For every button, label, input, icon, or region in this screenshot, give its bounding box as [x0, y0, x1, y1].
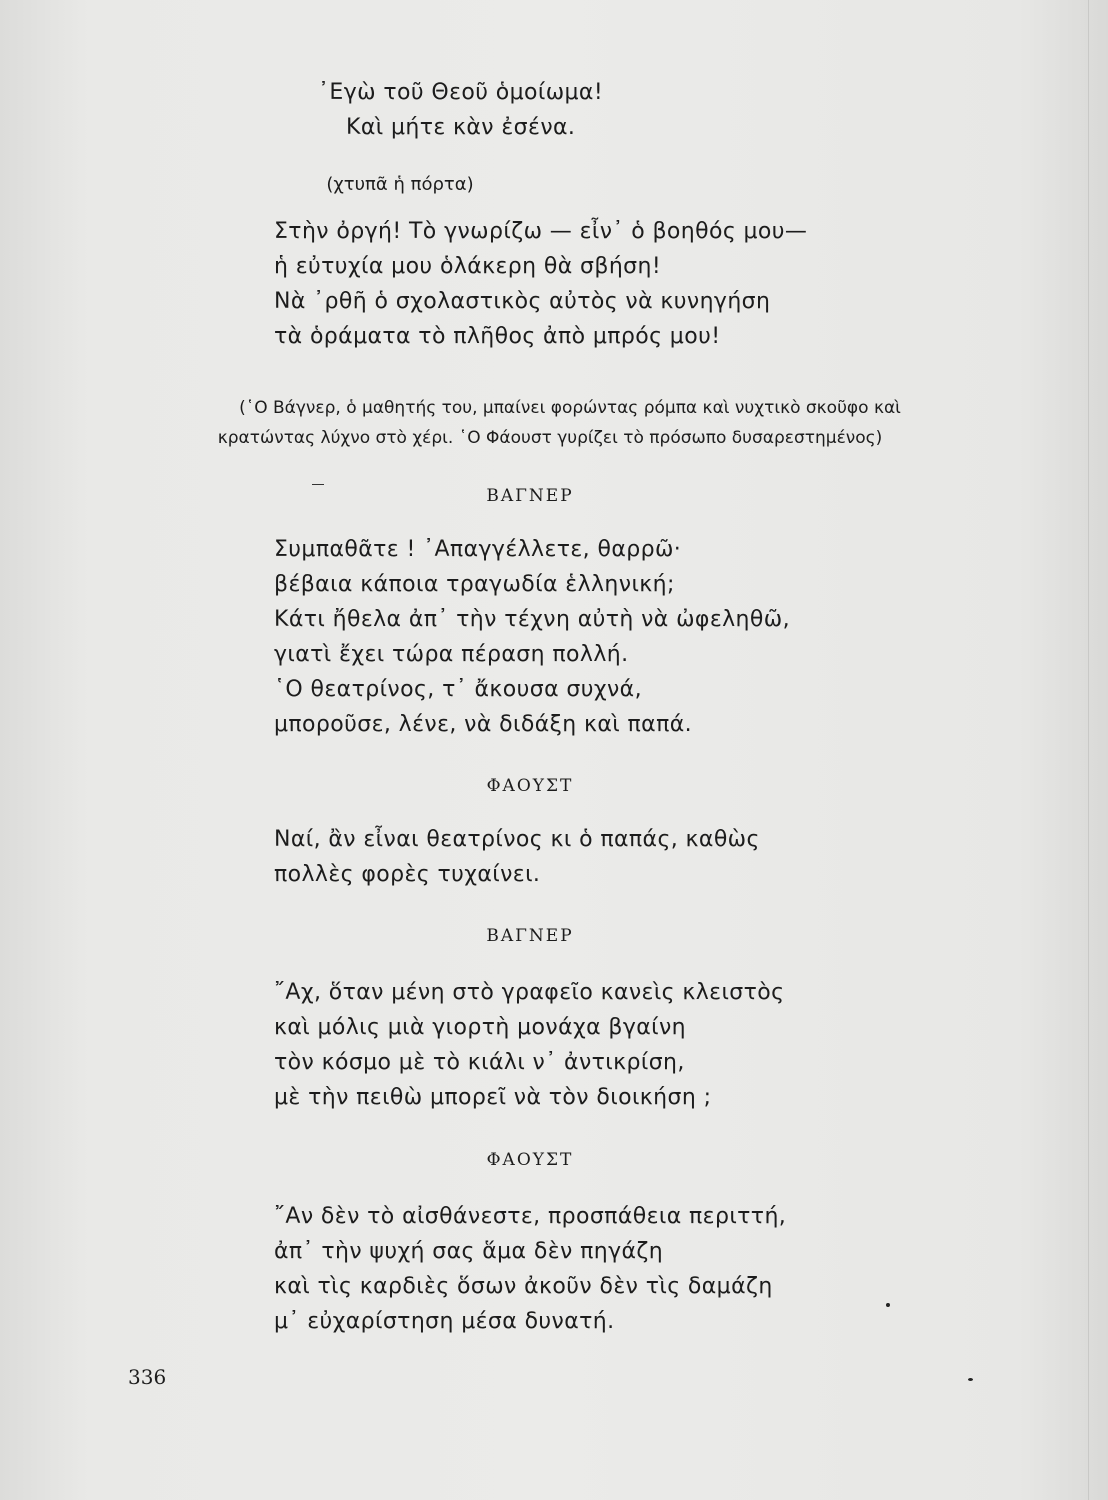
verse-line: γιατὶ ἔχει τώρα πέραση πολλή. — [274, 642, 629, 667]
verse-line: Κάτι ἤθελα ἀπ᾿ τὴν τέχνη αὐτὴ νὰ ὠφεληθῶ, — [274, 607, 790, 632]
verse-line: τὰ ὁράματα τὸ πλῆθος ἀπὸ μπρός μου! — [274, 324, 721, 349]
stray-dash-mark — [312, 484, 324, 485]
verse-line: ῎Αχ, ὅταν μένη στὸ γραφεῖο κανεὶς κλειστὸς — [274, 980, 785, 1005]
speaker-name-wagner: ΒΑΓΝΕΡ — [486, 486, 574, 506]
verse-line: Νὰ ᾿ρθῆ ὁ σχολαστικὸς αὐτὸς νὰ κυνηγήση — [274, 289, 771, 314]
verse-line: τὸν κόσμο μὲ τὸ κιάλι ν᾿ ἀντικρίση, — [274, 1050, 685, 1075]
verse-line: ῾Ο θεατρίνος, τ᾿ ἄκουσα συχνά, — [274, 677, 642, 702]
verse-line: μποροῦσε, λένε, νὰ διδάξη καὶ παπά. — [274, 712, 693, 737]
verse-line: μὲ τὴν πειθὼ μπορεῖ νὰ τὸν διοικήση ; — [274, 1085, 712, 1110]
stage-direction-knock: (χτυπᾶ ἡ πόρτα) — [326, 174, 474, 195]
stage-direction-line: κρατώντας λύχνο στὸ χέρι. ῾Ο Φάουστ γυρίζει τὸ πρόσωπο δυσαρεστημένος) — [217, 428, 883, 448]
page-edge-shadow — [1088, 0, 1089, 1500]
verse-line: Συμπαθᾶτε ! ᾿Απαγγέλλετε, θαρρῶ· — [274, 537, 682, 562]
verse-line: ῎Αν δὲν τὸ αἰσθάνεστε, προσπάθεια περιττή, — [274, 1204, 787, 1229]
verse-line: Καὶ μήτε κὰν ἐσένα. — [346, 115, 576, 140]
verse-line: πολλὲς φορὲς τυχαίνει. — [274, 862, 541, 887]
verse-line: καὶ τὶς καρδιὲς ὅσων ἀκοῦν δὲν τὶς δαμάζη — [274, 1274, 773, 1299]
verse-line: ἀπ᾿ τὴν ψυχή σας ἅμα δὲν πηγάζη — [274, 1239, 664, 1264]
stage-direction-line: (῾Ο Βάγνερ, ὁ μαθητής του, μπαίνει φορώντας ρόμπα καὶ νυχτικὸ σκοῦφο καὶ — [239, 398, 901, 418]
page-number: 336 — [128, 1365, 167, 1389]
speaker-name-faust: ΦΑΟΥΣΤ — [486, 1150, 574, 1170]
speaker-name-faust: ΦΑΟΥΣΤ — [486, 776, 574, 796]
verse-line: Στὴν ὀργή! Τὸ γνωρίζω — εἶν᾿ ὁ βοηθός μου— — [274, 219, 808, 244]
verse-line: Ναί, ἂν εἶναι θεατρίνος κι ὁ παπάς, καθὼς — [274, 827, 760, 852]
ink-speck — [968, 1378, 973, 1381]
ink-speck — [886, 1303, 890, 1307]
verse-line: καὶ μόλις μιὰ γιορτὴ μονάχα βγαίνη — [274, 1015, 687, 1040]
speaker-name-wagner: ΒΑΓΝΕΡ — [486, 926, 574, 946]
verse-line: βέβαια κάποια τραγωδία ἑλληνική; — [274, 572, 675, 597]
verse-line: ἡ εὐτυχία μου ὁλάκερη θὰ σβήση! — [274, 254, 662, 279]
verse-line: μ᾿ εὐχαρίστηση μέσα δυνατή. — [274, 1309, 615, 1334]
verse-line: ᾿Εγὼ τοῦ Θεοῦ ὁμοίωμα! — [318, 80, 604, 105]
